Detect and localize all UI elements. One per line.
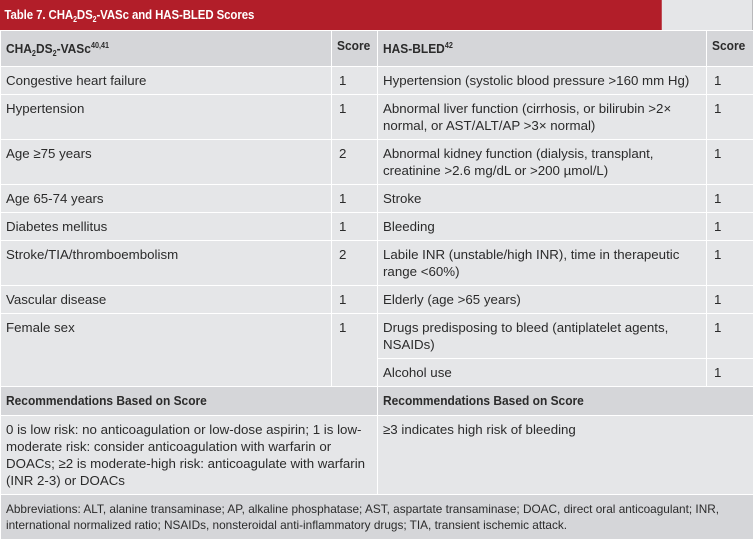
right-score: 1	[707, 140, 753, 185]
right-score: 1	[707, 286, 753, 314]
right-item: Drugs predisposing to bleed (antiplatelet agents, NSAIDs)	[378, 314, 707, 359]
left-item: Stroke/TIA/thromboembolism	[1, 241, 332, 286]
left-item: Age ≥75 years	[1, 140, 332, 185]
table-row	[1, 140, 753, 185]
left-score: 1	[332, 213, 378, 241]
left-score: 1	[332, 67, 378, 95]
recommendations-body-row	[1, 416, 753, 495]
right-score-header: Score	[707, 31, 753, 67]
left-item: Vascular disease	[1, 286, 332, 314]
left-item: Congestive heart failure	[1, 67, 332, 95]
left-score: 1	[332, 95, 378, 140]
left-score: 1	[332, 185, 378, 213]
right-item: Stroke	[378, 185, 707, 213]
cha2ds2-vasc-header: $CHA_2DS_2-VASc^{40,41}$	[1, 31, 332, 67]
right-item: Elderly (age >65 years)	[378, 286, 707, 314]
table-row	[1, 241, 753, 286]
right-item: Abnormal liver function (cirrhosis, or bilirubin >2× normal, or AST/ALT/AP >3× normal)	[378, 95, 707, 140]
table-row	[1, 185, 753, 213]
left-score: 1	[332, 286, 378, 314]
table-row	[1, 314, 753, 359]
right-score: 1	[707, 95, 753, 140]
right-recommendations-heading: Recommendations Based on Score	[378, 387, 753, 416]
left-score: 1	[332, 314, 378, 387]
left-score-header: Score	[332, 31, 378, 67]
scores-table	[0, 30, 753, 540]
header-row	[1, 31, 753, 67]
has-bled-header: HAS-BLED$^{42}$	[378, 31, 707, 67]
right-score: 1	[707, 213, 753, 241]
right-item: Abnormal kidney function (dialysis, transplant, creatinine >2.6 mg/dL or >200 µmol/L)	[378, 140, 707, 185]
right-item: Labile INR (unstable/high INR), time in therapeutic range <60%)	[378, 241, 707, 286]
left-recommendations-heading: Recommendations Based on Score	[1, 387, 378, 416]
left-item: Diabetes mellitus	[1, 213, 332, 241]
left-item: Female sex	[1, 314, 332, 387]
right-score: 1	[707, 314, 753, 359]
footnote-row	[1, 495, 753, 540]
right-score: 1	[707, 241, 753, 286]
left-score: 2	[332, 140, 378, 185]
recommendations-header-row	[1, 387, 753, 416]
table-row	[1, 95, 753, 140]
table-title: Table 7. $CHA_2DS_2$-VASc and HAS-BLED Scores	[0, 0, 662, 30]
left-item: Age 65-74 years	[1, 185, 332, 213]
table-row	[1, 213, 753, 241]
left-score: 2	[332, 241, 378, 286]
right-score: 1	[707, 359, 753, 387]
abbreviations-footnote: Abbreviations: ALT, alanine transaminase; AP, alkaline phosphatase; AST, aspartate transaminase; DOAC, direct oral anticoagulant; INR, international normalized ratio; NSAIDs, nonsteroidal anti-inflammatory drugs; TIA, transient ischemic attack.	[1, 495, 753, 540]
right-item: Alcohol use	[378, 359, 707, 387]
left-recommendations-text: 0 is low risk: no anticoagulation or low-dose aspirin; 1 is low-moderate risk: consider anticoagulation with warfarin or DOACs; ≥2 is moderate-high risk: anticoagulate with warfarin (INR 2-3) or DOACs	[1, 416, 378, 495]
table-row	[1, 286, 753, 314]
left-item: Hypertension	[1, 95, 332, 140]
right-item: Hypertension (systolic blood pressure >160 mm Hg)	[378, 67, 707, 95]
right-recommendations-text: ≥3 indicates high risk of bleeding	[378, 416, 753, 495]
right-item: Bleeding	[378, 213, 707, 241]
table-row	[1, 67, 753, 95]
right-score: 1	[707, 185, 753, 213]
right-score: 1	[707, 67, 753, 95]
